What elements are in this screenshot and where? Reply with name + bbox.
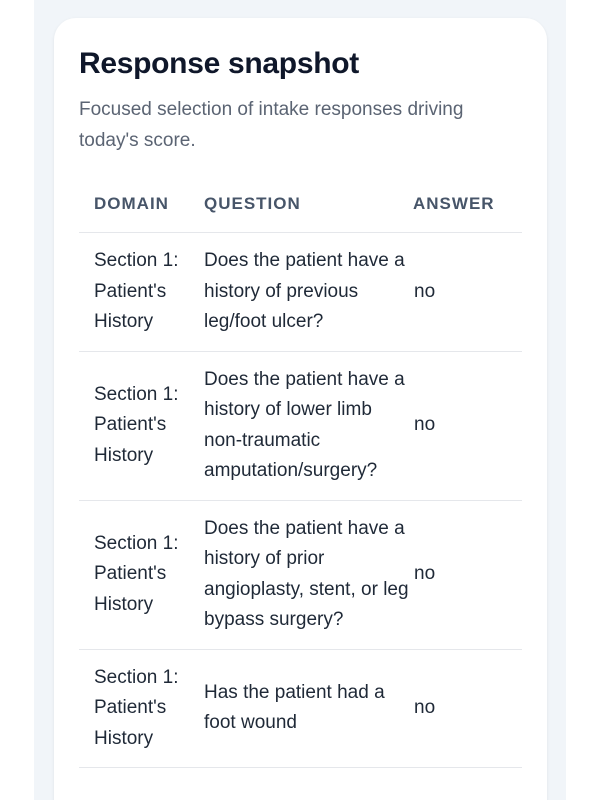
- card-subtitle: Focused selection of intake responses driving today's score.: [79, 99, 464, 151]
- card-title: Response snapshot: [79, 47, 359, 80]
- question-cell: Has the patient had a foot wound: [189, 649, 409, 768]
- answer-cell: no: [409, 233, 522, 352]
- answer-cell: no: [409, 351, 522, 500]
- response-snapshot-card: [54, 18, 547, 800]
- question-cell: Does the patient have a history of prior angioplasty, stent, or leg bypass surgery?: [189, 500, 409, 649]
- domain-cell: Section 1: Patient's History: [79, 233, 189, 352]
- table-row: [79, 351, 522, 500]
- table-row: [79, 233, 522, 352]
- table-row: [79, 649, 522, 768]
- answer-cell: no: [409, 649, 522, 768]
- answer-cell: no: [409, 500, 522, 649]
- table-row: [79, 500, 522, 649]
- table-header-row: [79, 184, 522, 233]
- domain-cell: Section 1: Patient's History: [79, 351, 189, 500]
- domain-cell: Section 1: Patient's History: [79, 649, 189, 768]
- responses-table: [79, 184, 522, 768]
- column-header-domain: DOMAIN: [79, 184, 189, 233]
- domain-cell: Section 1: Patient's History: [79, 500, 189, 649]
- table-body: [79, 233, 522, 768]
- question-cell: Does the patient have a history of previous leg/foot ulcer?: [189, 233, 409, 352]
- table-header: [79, 184, 522, 233]
- question-cell: Does the patient have a history of lower limb non-traumatic amputation/surgery?: [189, 351, 409, 500]
- column-header-question: QUESTION: [189, 184, 409, 233]
- column-header-answer: ANSWER: [409, 184, 522, 233]
